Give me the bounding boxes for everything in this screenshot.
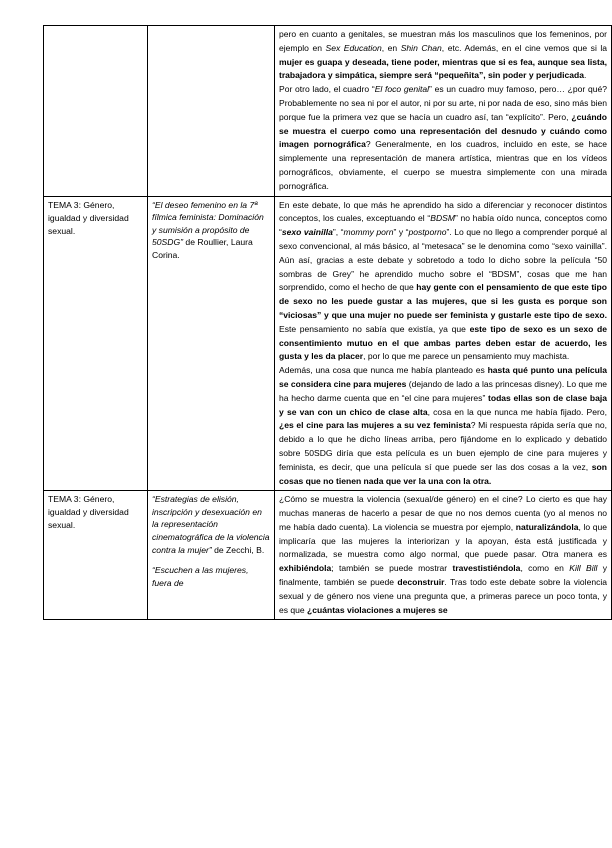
text-run: “Estrategias de elisión, inscripción y desexuación en la representación cinematográfica de la violencia contra la mujer” <box>152 494 270 555</box>
text-run: , etc. Además, en el cine vemos que si la <box>441 42 608 53</box>
text-run: ; también se puede mostrar <box>331 563 453 574</box>
text-run: , en <box>381 42 401 53</box>
table-row <box>44 491 612 620</box>
text-run: El foco genital <box>374 84 430 95</box>
text-run: , lo que implicaría que las mujeres la interiorizan y la apoyan, ésta está justificada y normalizada, se muestra como algo normal, que puede pasar. Otra manera es <box>279 521 607 560</box>
text-run: pero en cuanto a genitales, se muestran más los masculinos que los femeninos, por ejemplo en <box>279 29 607 53</box>
table-body <box>44 26 612 620</box>
source-reference <box>152 493 270 556</box>
text-run: ¿cuántas violaciones a mujeres se <box>307 604 448 615</box>
reflection-paragraph <box>279 28 607 83</box>
text-run: ” y “ <box>393 227 409 238</box>
text-run: y finalmente, también se puede <box>279 563 608 588</box>
text-run: ” es un cuadro muy famoso, pero… ¿por qué? Probablemente no sea ni por el autor, ni por su arte, ni por nada de eso, sino más bien porque fue la primera vez que se hacía un cuadro así, tan “explícito”. Pero, <box>279 84 607 122</box>
source-reference <box>152 199 270 262</box>
text-run: mujer es guapa y deseada, tiene poder, mientras que si es fea, aunque sea lista, trabajadora y simpática, siempre será “pequeñita”, sin poder y perjudicada <box>279 56 607 81</box>
text-run: , por lo que me parece un pensamiento muy machista. <box>363 351 570 362</box>
text-run: ”, “ <box>332 227 344 238</box>
text-run: , cosa en la que nunca me había fijado. Pero, <box>427 406 607 417</box>
text-run: son cosas que no tienen nada que ver la una con la otra. <box>279 461 607 486</box>
text-run: hay gente con el pensamiento de que este tipo de sexo no les puede gustar a las mujeres, que si les gusta es porque son “viciosas” y que una mujer no puede ser feminista y gustarle este tipo de sexo. <box>279 282 607 320</box>
text-run: mommy porn <box>343 227 394 238</box>
topic-cell: TEMA 3: Género, igualdad y diversidad sexual. <box>44 491 148 620</box>
text-run: Sex Education <box>325 42 382 53</box>
text-run: Por otro lado, el cuadro “ <box>279 84 375 95</box>
reflection-cell <box>275 491 612 620</box>
text-run: sexo vainilla <box>281 227 333 238</box>
reflection-paragraph <box>279 493 607 617</box>
reflection-paragraph <box>279 83 607 193</box>
text-run: ? Generalmente, en los cuadros, incluido en este, se hace simplemente una representación de manera artística, mientras que en los vídeos pornográficos, obviamente, el cuerpo se muestra simplemente con una mirada pornográfica. <box>279 139 607 191</box>
source-cell <box>148 196 275 491</box>
reflection-cell <box>275 196 612 491</box>
text-run: ¿es el cine para las mujeres a su vez feminista <box>279 420 471 431</box>
text-run: BDSM <box>430 213 455 224</box>
text-run: ? Mi respuesta rápida sería que no, debido a lo que he dicho líneas arriba, pero fijándome en lo explicado y debatido sobre 50SDG diría que esta película es un buen ejemplo de cine para mujeres y feminista, es decir, que una película sí que puede ser las dos cosas a la vez, <box>279 420 607 472</box>
text-run: ¿Cómo se muestra la violencia (sexual/de género) en el cine? Lo cierto es que hay muchas maneras de hacerlo a pesar de que no nos demos cuenta (yo al menos no me había dado cuenta). La violencia se muestra por ejemplo, <box>279 494 607 532</box>
source-reference <box>152 564 270 589</box>
text-run: Además, una cosa que nunca me había planteado es <box>279 365 488 376</box>
text-run: En este debate, lo que más he aprendido ha sido a diferenciar y reconocer distintos conceptos, los cuales, exceptuando el “ <box>279 199 607 224</box>
topic-cell <box>44 26 148 197</box>
source-cell <box>148 26 275 197</box>
text-run: ” no había oído nunca, conceptos como “ <box>279 213 607 238</box>
text-run: este tipo de sexo es un sexo de consentimiento mutuo en el que ambas partes deben estar de acuerdo, les gusta y les da placer <box>279 323 608 362</box>
text-run: deconstruir <box>397 577 445 588</box>
text-run: hasta qué punto una película se considera cine para mujeres <box>279 365 608 389</box>
text-run: , como en <box>520 563 570 574</box>
text-run: naturalizándola <box>515 521 579 532</box>
reflection-paragraph <box>279 199 607 365</box>
text-run: de Roullier, Laura Corina. <box>152 237 253 260</box>
text-run: Shin Chan <box>400 42 442 53</box>
text-run: (dejando de lado a las princesas disney). Lo que me ha hecho darme cuenta que en “el cine para mujeres” <box>279 378 607 403</box>
text-run: travestistiéndola <box>452 563 521 574</box>
topic-cell: TEMA 3: Género, igualdad y diversidad sexual. <box>44 196 148 491</box>
text-run: Este pensamiento no sabía que existía, ya que <box>279 323 470 334</box>
text-run: . <box>583 70 587 81</box>
text-run: Kill Bill <box>569 563 598 574</box>
reflection-paragraph <box>279 364 607 488</box>
table-row <box>44 26 612 197</box>
text-run: todas ellas son de clase baja y se van con un chico de clase alta <box>279 392 607 417</box>
text-run: exhibiéndola <box>279 563 332 574</box>
notes-table <box>43 25 612 620</box>
text-run: de Zecchi, B. <box>211 544 265 555</box>
source-cell <box>148 491 275 620</box>
text-run: ”. Lo que no llego a comprender porqué al sexo convencional, al más básico, al “metesaca” se le denomina como “sexo vainilla”. Aún así, gracias a este debate y sobretodo a todo lo dicho sobre la película “50 sombras de Grey” he aprendido mucho sobre el “BDSM”, cosas que me han sorprendido, como el hecho de que <box>279 227 607 293</box>
reflection-cell <box>275 26 612 197</box>
text-run: . Tras todo este debate sobre la violencia sexual y de género nos viene una pregunta que, a primeras parece un poco tonta, y es que <box>279 577 607 615</box>
table-row <box>44 196 612 491</box>
text-run: ¿cuándo se muestra el cuerpo como una representación del desnudo y cuándo como imagen pornográfica <box>279 111 607 150</box>
text-run: “Escuchen a las mujeres, fuera de <box>152 565 249 588</box>
text-run: postporno <box>408 227 447 238</box>
text-run: “El deseo femenino en la 7ª fílmica feminista: Dominación y sumisión a propósito de 50SDG” <box>152 199 264 248</box>
